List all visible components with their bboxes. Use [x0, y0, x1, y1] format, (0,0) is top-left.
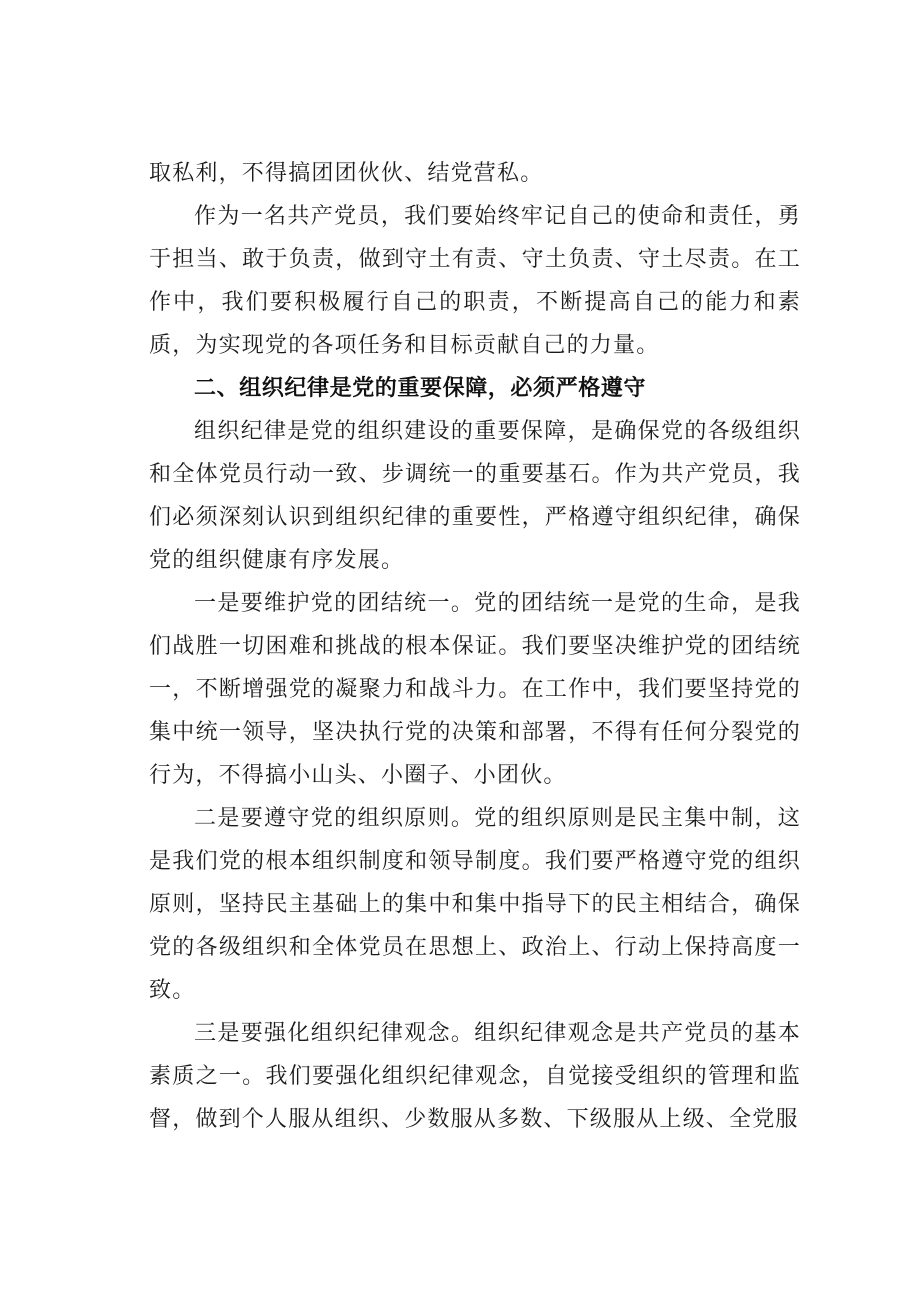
paragraph-mission-responsibility: 作为一名共产党员，我们要始终牢记自己的使命和责任，勇于担当、敢于负责，做到守土有责、守土负责、守土尽责。在工作中，我们要积极履行自己的职责，不断提高自己的能力和素质，为实现党的各项任务和目标贡献自己的力量。 [149, 204, 801, 358]
section-heading-organizational-discipline: 二、组织纪律是党的重要保障，必须严格遵守 [194, 376, 647, 401]
paragraph-point-three-awareness: 三是要强化组织纪律观念。组织纪律观念是共产党员的基本素质之一。我们要强化组织纪律观念，自觉接受组织的管理和监督，做到个人服从组织、少数服从多数、下级服从上级、全党服 [149, 1021, 801, 1132]
paragraph-point-one-unity: 一是要维护党的团结统一。党的团结统一是党的生命，是我们战胜一切困难和挑战的根本保证。我们要坚决维护党的团结统一，不断增强党的凝聚力和战斗力。在工作中，我们要坚持党的集中统一领导，坚决执行党的决策和部署，不得有任何分裂党的行为，不得搞小山头、小圈子、小团伙。 [149, 591, 801, 788]
paragraph-discipline-intro: 组织纪律是党的组织建设的重要保障，是确保党的各级组织和全体党员行动一致、步调统一的重要基石。作为共产党员，我们必须深刻认识到组织纪律的重要性，严格遵守组织纪律，确保党的组织健康有序发展。 [149, 419, 801, 573]
paragraph-continuation: 取私利，不得搞团团伙伙、结党营私。 [149, 161, 544, 186]
document-body [149, 152, 801, 1141]
paragraph-point-two-principles: 二是要遵守党的组织原则。党的组织原则是民主集中制，这是我们党的根本组织制度和领导制度。我们要严格遵守党的组织原则，坚持民主基础上的集中和集中指导下的民主相结合，确保党的各级组织和全体党员在思想上、政治上、行动上保持高度一致。 [149, 806, 801, 1003]
